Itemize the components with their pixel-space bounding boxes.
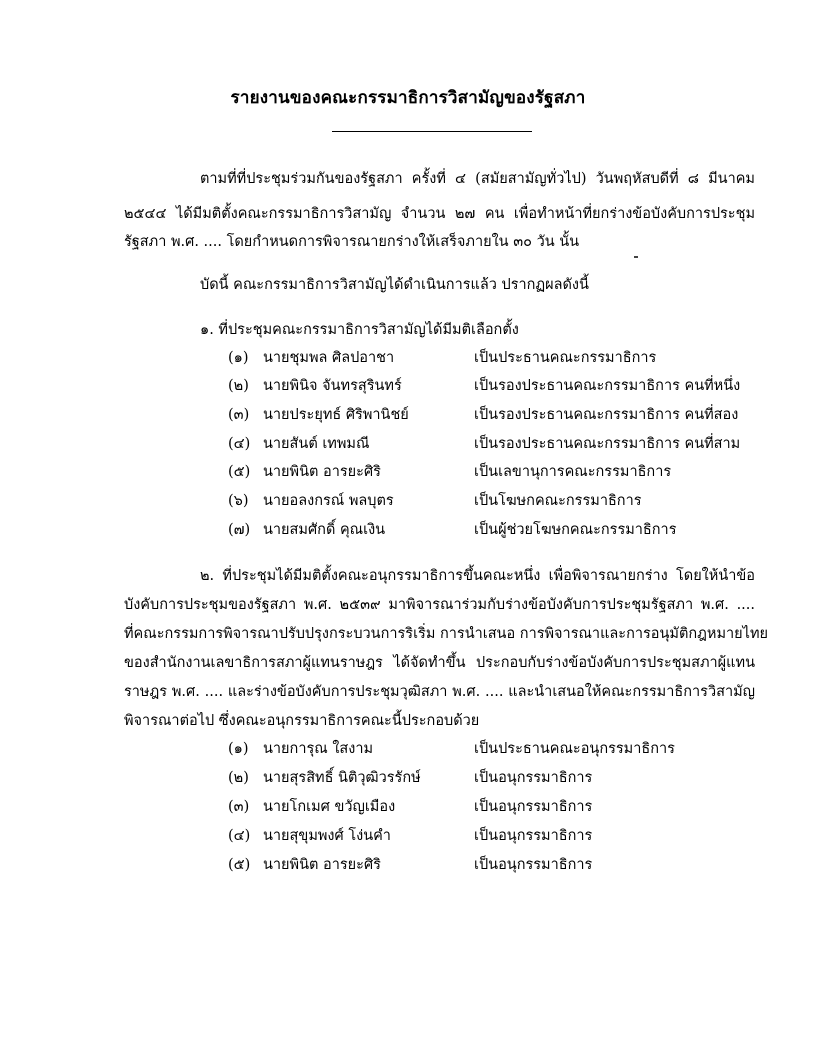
member-name: นายการุณ ใสงาม (263, 741, 374, 757)
member-role: เป็นรองประธานคณะกรรมาธิการ คนที่หนึ่ง (474, 378, 741, 394)
member-role: เป็นอนุกรรมาธิการ (474, 828, 593, 844)
item-number: (๔) (228, 828, 251, 844)
member-role: เป็นอนุกรรมาธิการ (474, 770, 593, 786)
intro-line-3: รัฐสภา พ.ศ. .... โดยกำหนดการพิจารณายกร่างให้เสร็จภายใน ๓๐ วัน นั้น (124, 234, 580, 250)
member-role: เป็นประธานคณะอนุกรรมาธิการ (474, 741, 675, 757)
section2-line-5: ราษฎร พ.ศ. .... และร่างข้อบังคับการประชุมวุฒิสภา พ.ศ. .... และนำเสนอให้คณะกรรมาธิการวิสามัญ (124, 684, 755, 700)
document-title: รายงานของคณะกรรมาธิการวิสามัญของรัฐสภา (230, 88, 586, 108)
member-name: นายพินิจ จันทรสุรินทร์ (263, 378, 402, 394)
item-number: (๓) (228, 799, 250, 815)
item-number: (๖) (228, 493, 249, 509)
section2-line-4: ของสำนักงานเลขาธิการสภาผู้แทนราษฎร ได้จัดทำขึ้น ประกอบกับร่างข้อบังคับการประชุมสภาผู้แทน (124, 655, 755, 671)
member-name: นายอลงกรณ์ พลบุตร (263, 493, 394, 509)
scan-speck (634, 256, 638, 258)
item-number: (๗) (228, 522, 251, 538)
member-role: เป็นผู้ช่วยโฆษกคณะกรรมาธิการ (474, 522, 677, 538)
member-name: นายชุมพล ศิลปอาชา (263, 350, 395, 366)
member-name: นายสมศักดิ์ คุณเงิน (263, 522, 386, 538)
item-number: (๕) (228, 857, 251, 873)
intro-line-1: ตามที่ที่ประชุมร่วมกันของรัฐสภา ครั้งที่ ๔ (สมัยสามัญทั่วไป) วันพฤหัสบดีที่ ๘ มีนาคม (200, 171, 755, 187)
item-number: (๓) (228, 407, 250, 423)
item-number: (๕) (228, 464, 251, 480)
section2-line-3: ที่คณะกรรมการพิจารณาปรับปรุงกระบวนการริเริ่ม การนำเสนอ การพิจารณาและการอนุมัติกฎหมายไทย (124, 626, 769, 642)
intro-line-2: ๒๕๔๔ ได้มีมติตั้งคณะกรรมาธิการวิสามัญ จำนวน ๒๗ คน เพื่อทำหน้าที่ยกร่างข้อบังคับการประชุม (124, 206, 755, 222)
member-name: นายสันต์ เทพมณี (263, 436, 370, 452)
section1-heading: ๑. ที่ประชุมคณะกรรมาธิการวิสามัญได้มีมติเลือกตั้ง (200, 322, 519, 338)
member-role: เป็นโฆษกคณะกรรมาธิการ (474, 493, 642, 509)
member-name: นายพินิต อารยะศิริ (263, 464, 381, 480)
member-role: เป็นเลขานุการคณะกรรมาธิการ (474, 464, 672, 480)
member-name: นายพินิต อารยะศิริ (263, 857, 381, 873)
member-name: นายสุรสิทธิ์ นิติวุฒิวรรักษ์ (263, 770, 421, 786)
section2-line-1: ๒. ที่ประชุมได้มีมติตั้งคณะอนุกรรมาธิการขึ้นคณะหนึ่ง เพื่อพิจารณายกร่าง โดยให้นำข้อ (200, 568, 755, 584)
member-role: เป็นรองประธานคณะกรรมาธิการ คนที่สาม (474, 436, 741, 452)
item-number: (๒) (228, 770, 249, 786)
member-role: เป็นประธานคณะกรรมาธิการ (474, 350, 657, 366)
item-number: (๑) (228, 741, 249, 757)
member-name: นายโกเมศ ขวัญเมือง (263, 799, 396, 815)
item-number: (๑) (228, 350, 249, 366)
member-role: เป็นรองประธานคณะกรรมาธิการ คนที่สอง (474, 407, 739, 423)
item-number: (๔) (228, 436, 251, 452)
section2-line-2: บังคับการประชุมของรัฐสภา พ.ศ. ๒๕๓๙ มาพิจารณาร่วมกับร่างข้อบังคับการประชุมรัฐสภา พ.ศ. .... (124, 597, 755, 613)
title-underline (332, 131, 532, 132)
result-line: บัดนี้ คณะกรรมาธิการวิสามัญได้ดำเนินการแล้ว ปรากฏผลดังนี้ (200, 277, 589, 293)
member-role: เป็นอนุกรรมาธิการ (474, 857, 593, 873)
section2-line-6: พิจารณาต่อไป ซึ่งคณะอนุกรรมาธิการคณะนี้ประกอบด้วย (124, 713, 480, 729)
item-number: (๒) (228, 378, 249, 394)
member-role: เป็นอนุกรรมาธิการ (474, 799, 593, 815)
member-name: นายประยุทธ์ ศิริพานิชย์ (263, 407, 409, 423)
member-name: นายสุขุมพงศ์ โง่นคำ (263, 828, 391, 844)
